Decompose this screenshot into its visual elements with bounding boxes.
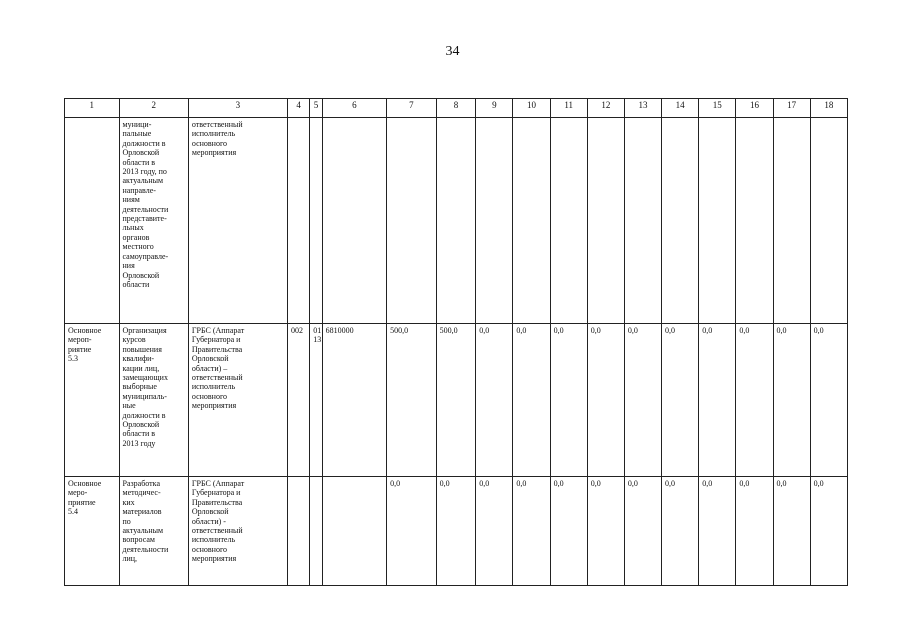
value-cell: [736, 118, 773, 324]
header-cell-1: 1: [65, 99, 120, 118]
table-row: [65, 324, 848, 477]
header-cell-15: 15: [699, 99, 736, 118]
cell-col5: [310, 118, 322, 324]
value-cell: [436, 118, 476, 324]
cell-col2: Разработка методичес- ких материалов по актуальным вопросам деятельности лиц,: [119, 477, 188, 586]
value-cell: 0,0: [624, 477, 661, 586]
header-cell-14: 14: [662, 99, 699, 118]
value-cell: 0,0: [662, 324, 699, 477]
value-cell: 0,0: [550, 324, 587, 477]
table-row: [65, 118, 848, 324]
cell-col3: ответственный исполнитель основного мероприятия: [188, 118, 287, 324]
value-cell: 0,0: [699, 477, 736, 586]
cell-col5: 01 13: [310, 324, 322, 477]
header-cell-17: 17: [773, 99, 810, 118]
table-row: [65, 477, 848, 586]
value-cell: 0,0: [513, 324, 550, 477]
header-cell-13: 13: [624, 99, 661, 118]
header-cell-2: 2: [119, 99, 188, 118]
value-cell: 500,0: [436, 324, 476, 477]
cell-col2: Организация курсов повышения квалифи- кации лиц, замещающих выборные муниципаль- ные должности в Орловской области в 2013 году: [119, 324, 188, 477]
page-number: 34: [445, 44, 460, 59]
value-cell: 0,0: [587, 324, 624, 477]
cell-col1: [65, 118, 120, 324]
value-cell: 500,0: [387, 324, 437, 477]
header-cell-7: 7: [387, 99, 437, 118]
header-cell-10: 10: [513, 99, 550, 118]
header-cell-9: 9: [476, 99, 513, 118]
cell-col4: [287, 477, 309, 586]
value-cell: 0,0: [736, 477, 773, 586]
value-cell: 0,0: [699, 324, 736, 477]
cell-col4: 002: [287, 324, 309, 477]
value-cell: [699, 118, 736, 324]
value-cell: [773, 118, 810, 324]
value-cell: 0,0: [773, 477, 810, 586]
header-cell-11: 11: [550, 99, 587, 118]
header-cell-4: 4: [287, 99, 309, 118]
cell-col4: [287, 118, 309, 324]
header-cell-16: 16: [736, 99, 773, 118]
value-cell: 0,0: [624, 324, 661, 477]
value-cell: [624, 118, 661, 324]
header-cell-12: 12: [587, 99, 624, 118]
value-cell: 0,0: [513, 477, 550, 586]
cell-col2: муници- пальные должности в Орловской области в 2013 году, по актуальным направле- ниям деятельности представите- льных органов местного самоуправле- ния Орловской области: [119, 118, 188, 324]
value-cell: 0,0: [587, 477, 624, 586]
value-cell: 0,0: [387, 477, 437, 586]
cell-col6: 6810000: [322, 324, 386, 477]
cell-col1: Основное меро- приятие 5.4: [65, 477, 120, 586]
value-cell: 0,0: [550, 477, 587, 586]
value-cell: 0,0: [662, 477, 699, 586]
header-cell-8: 8: [436, 99, 476, 118]
value-cell: [387, 118, 437, 324]
value-cell: 0,0: [436, 477, 476, 586]
cell-col3: ГРБС (Аппарат Губернатора и Правительства Орловской области) - ответственный исполнитель основного мероприятия: [188, 477, 287, 586]
value-cell: [550, 118, 587, 324]
cell-col6: [322, 477, 386, 586]
value-cell: [662, 118, 699, 324]
value-cell: [476, 118, 513, 324]
value-cell: [587, 118, 624, 324]
budget-table: [64, 98, 848, 586]
value-cell: [810, 118, 847, 324]
value-cell: 0,0: [476, 324, 513, 477]
cell-col1: Основное мероп- риятие 5.3: [65, 324, 120, 477]
value-cell: 0,0: [773, 324, 810, 477]
value-cell: 0,0: [736, 324, 773, 477]
cell-col6: [322, 118, 386, 324]
header-cell-6: 6: [322, 99, 386, 118]
value-cell: 0,0: [810, 477, 847, 586]
header-cell-5: 5: [310, 99, 322, 118]
header-row: [65, 99, 848, 118]
cell-col5: [310, 477, 322, 586]
cell-col3: ГРБС (Аппарат Губернатора и Правительства Орловской области) – ответственный исполнитель основного мероприятия: [188, 324, 287, 477]
value-cell: 0,0: [476, 477, 513, 586]
header-cell-18: 18: [810, 99, 847, 118]
value-cell: 0,0: [810, 324, 847, 477]
value-cell: [513, 118, 550, 324]
header-cell-3: 3: [188, 99, 287, 118]
